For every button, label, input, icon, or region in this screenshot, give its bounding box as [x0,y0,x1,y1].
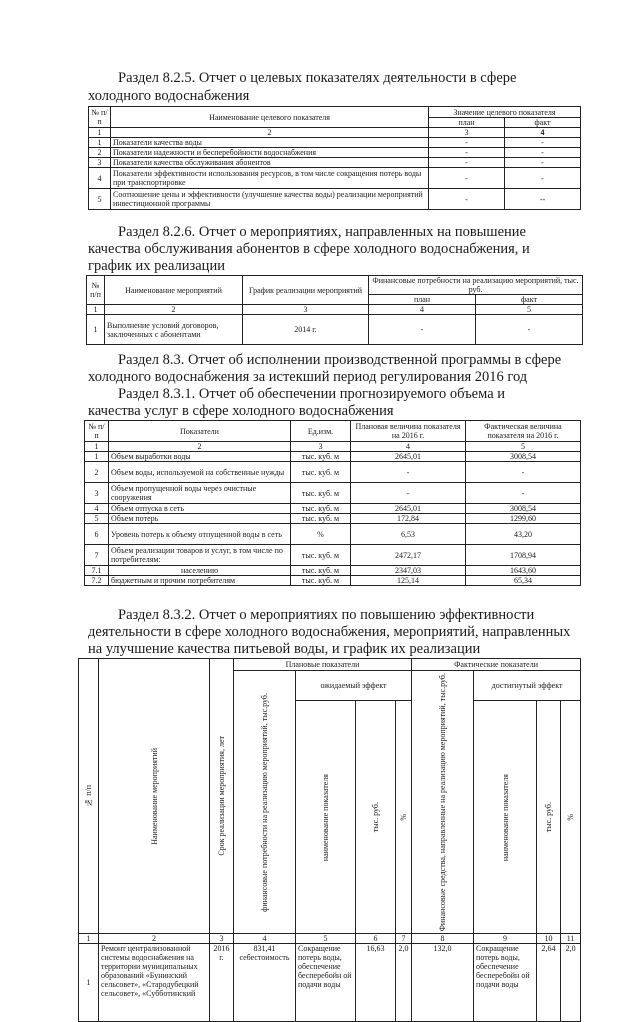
row-num: 1 [89,138,111,148]
row-plan: 2472,17 [351,545,466,566]
row-num: 7 [85,545,109,566]
col-number: 8 [412,934,474,944]
col-header-ach-pct [561,701,581,934]
col-header-rub [356,701,396,934]
row-name: бюджетным и прочим потребителям [109,576,291,586]
row-name: Объем потерь [109,514,291,524]
row-name: Объем пропущенной воды через очистные сооружения [109,483,291,504]
row-num: 4 [89,168,111,189]
col-header-plan: план [429,118,505,128]
section-8-3-heading [118,352,561,369]
row-fact: 1708,94 [466,545,581,566]
col-number: 3 [291,442,351,452]
row-plan: - [429,158,505,168]
col-header-ind-name-text: наименование показателя [321,773,330,861]
row-num: 1 [87,315,105,345]
row-fact: 3008,54 [466,452,581,462]
table-row [85,576,581,586]
row-rub: 16,63 [356,944,396,1022]
col-number: 3 [429,128,505,138]
col-header-pct-text: % [399,814,409,821]
row-unit: тыс. куб. м [291,462,351,483]
heading-line: график их реализации [88,258,225,274]
row-plan: - [351,462,466,483]
row-fact: 43,20 [466,524,581,545]
row-fin-plan: 831,41 себестоимость [234,944,296,1022]
col-number: 2 [105,305,243,315]
row-plan: - [429,168,505,189]
row-fact: 1643,60 [466,566,581,576]
col-header-num-text: № п/п [84,785,93,808]
row-fact: - [466,483,581,504]
heading-line: деятельности в сфере холодного водоснабжения, мероприятий, направленных [88,624,571,640]
target-indicators-table [88,106,581,210]
col-number: 6 [356,934,396,944]
col-header-plan: Плановая величина показателя на 2016 г. [351,421,466,442]
row-name: Выполнение условий договоров, заключенных с абонентами [105,315,243,345]
row-unit: тыс. куб. м [291,504,351,514]
row-plan: 2645,01 [351,504,466,514]
row-plan: 2645,01 [351,452,466,462]
row-unit: тыс. куб. м [291,566,351,576]
col-number: 1 [89,128,111,138]
heading-line: Раздел 8.3.2. Отчет о мероприятиях по повышению эффективности [118,607,535,623]
row-unit: тыс. куб. м [291,483,351,504]
col-header-name-text: Наименование мероприятий [149,747,159,845]
col-header-ach-pct-text: % [566,814,576,821]
row-num: 1 [79,944,99,1022]
col-header-pct [396,701,412,934]
col-header-fin-fact [412,671,474,934]
col-header-num [79,659,99,934]
col-header-ach-name-text: наименование показателя [500,773,510,861]
row-ach-rub: 2,64 [537,944,561,1022]
col-number: 5 [476,305,583,315]
row-fact: - [505,148,581,158]
table-row [79,944,581,1022]
row-fact: - [476,315,583,345]
section-8-2-6-heading [118,224,526,241]
col-number: 5 [466,442,581,452]
col-number: 4 [234,934,296,944]
row-name: Объем воды, используемой на собственные нужды [109,462,291,483]
heading-line: Раздел 8.3.1. Отчет об обеспечении прогнозируемого объема и [118,386,506,402]
row-num: 6 [85,524,109,545]
table-row [89,168,581,189]
row-fact: - [505,158,581,168]
col-header-num: № п/п [87,276,105,305]
col-header-unit: Ед.изм. [291,421,351,442]
row-name: Объем реализации товаров и услуг, в том числе по потребителям: [109,545,291,566]
section-8-3-1-heading [118,386,505,403]
col-header-planned: Плановые показатели [234,659,412,671]
table-row [85,483,581,504]
row-name: Ремонт централизованной системы водоснабжения на территории муниципальных образований «Бунинский сельсовет», «Стародубецкий сельсовет», «Субботинский [99,944,210,1022]
table-row [85,462,581,483]
col-header-ach-rub [537,701,561,934]
row-fact: - [466,462,581,483]
row-plan: - [369,315,476,345]
col-header-term-text: Срок реализации мероприятия, лет [217,736,226,857]
row-fact: - [505,168,581,189]
section-8-3-2-heading-cont [88,624,570,641]
customer-service-measures-table [86,275,583,345]
col-header-term [210,659,234,934]
row-fact: 3008,54 [466,504,581,514]
col-number: 5 [296,934,356,944]
row-plan: 2347,03 [351,566,466,576]
col-number: 9 [474,934,537,944]
row-plan: - [429,148,505,158]
row-unit: % [291,524,351,545]
col-header-ach-name [474,701,537,934]
efficiency-measures-table [78,658,581,1022]
row-fact: - [505,138,581,148]
heading-line: Раздел 8.3. Отчет об исполнении производственной программы в сфере [118,352,562,368]
col-number: 4 [505,128,581,138]
row-ach-pct: 2,0 [561,944,581,1022]
section-8-2-6-heading-cont [88,241,530,258]
heading-line: холодного водоснабжения [88,88,250,104]
col-header-expected: ожидаемый эффект [296,671,412,701]
row-name: Показатели эффективности использования ресурсов, в том числе сокращения потерь воды при транспортировке [111,168,429,189]
row-unit: тыс. куб. м [291,576,351,586]
heading-line: Раздел 8.2.6. Отчет о мероприятиях, направленных на повышение [118,224,526,240]
col-number: 2 [111,128,429,138]
col-header-num: № п/п [89,107,111,128]
row-term: 2016 г. [210,944,234,1022]
service-volume-table [84,420,581,586]
col-number: 2 [109,442,291,452]
col-header-actual: Фактические показатели [412,659,581,671]
row-name: Объем отпуска в сеть [109,504,291,514]
row-num: 3 [89,158,111,168]
row-schedule: 2014 г. [243,315,369,345]
row-num: 5 [89,189,111,210]
col-header-indicators: Показатели [109,421,291,442]
heading-line: холодного водоснабжения за истекший период регулирования 2016 год [88,369,528,385]
col-number: 10 [537,934,561,944]
table-row [87,315,583,345]
row-unit: тыс. куб. м [291,545,351,566]
row-name: Соотношение цены и эффективности (улучшение качества воды) реализации мероприятий инвестиционной программы [111,189,429,210]
row-pct: 2,0 [396,944,412,1022]
col-number: 3 [243,305,369,315]
heading-line: на улучшение качества питьевой воды, и график их реализации [88,641,481,657]
heading-line: качества обслуживания абонентов в сфере холодного водоснабжения, и [88,241,530,257]
col-header-value: Значение целевого показателя [429,107,581,118]
section-8-3-2-heading [118,607,534,624]
section-8-2-5-heading [118,70,578,87]
col-header-fin-plan [234,671,296,934]
col-number: 4 [351,442,466,452]
table-row [85,524,581,545]
row-unit: тыс. куб. м [291,514,351,524]
row-plan: - [429,189,505,210]
col-header-name: Наименование мероприятий [105,276,243,305]
row-ind-name: Сокращение потерь воды, обеспечение бесперебойн ой подачи воды [296,944,356,1022]
row-name: Показатели качества обслуживания абонентов [111,158,429,168]
table-row [85,504,581,514]
col-number: 1 [79,934,99,944]
section-8-2-6-heading-cont2 [88,258,225,275]
row-num: 2 [89,148,111,158]
col-header-fin-fact-text: Финансовые средства, направленные на реализацию мероприятий, тыс.руб. [438,673,448,932]
col-header-name: Наименование целевого показателя [111,107,429,128]
table-row [85,514,581,524]
table-row [89,189,581,210]
col-number: 11 [561,934,581,944]
row-unit: тыс. куб. м [291,452,351,462]
col-number: 3 [210,934,234,944]
table-row [85,566,581,576]
table-row [89,148,581,158]
table-row [85,545,581,566]
col-header-fact: Фактическая величина показателя на 2016 г. [466,421,581,442]
col-header-name [99,659,210,934]
row-name: Уровень потерь к объему отпущенной воды в сеть [109,524,291,545]
row-fact: -- [505,189,581,210]
table-row [85,452,581,462]
col-header-fact: факт [476,295,583,305]
col-header-ach-rub-text: тыс. руб. [544,802,554,833]
col-number: 7 [396,934,412,944]
row-fact: 1299,60 [466,514,581,524]
section-8-3-heading-cont [88,369,527,386]
col-header-ind-name [296,701,356,934]
section-8-2-5-heading-cont [88,88,249,105]
col-number: 1 [87,305,105,315]
row-num: 5 [85,514,109,524]
row-plan: 125,14 [351,576,466,586]
row-fin-fact: 132,0 [412,944,474,1022]
col-header-achieved: достигнутый эффект [474,671,581,701]
row-name: Показатели надежности и бесперебойности водоснабжения [111,148,429,158]
col-header-num: № п/п [85,421,109,442]
heading-line: качества услуг в сфере холодного водоснабжения [88,403,394,419]
col-header-plan: план [369,295,476,305]
col-header-schedule: График реализации мероприятий [243,276,369,305]
col-header-fin-plan-text: финансовые потребности на реализацию мероприятий, тыс.руб. [260,692,269,912]
row-plan: - [351,483,466,504]
row-plan: 6,53 [351,524,466,545]
row-num: 3 [85,483,109,504]
heading-line: Раздел 8.2.5. Отчет о целевых показателях деятельности в сфере [118,70,517,86]
row-fact: 65,34 [466,576,581,586]
row-name: Показатели качества воды [111,138,429,148]
row-num: 1 [85,452,109,462]
section-8-3-2-heading-cont2 [88,641,480,658]
col-header-fact: факт [505,118,581,128]
col-header-fin: Финансовые потребности на реализацию мероприятий, тыс. руб. [369,276,583,295]
row-plan: - [429,138,505,148]
row-name: Объем выработки воды [109,452,291,462]
table-row [89,138,581,148]
col-number: 4 [369,305,476,315]
row-num: 7.2 [85,576,109,586]
col-header-rub-text: тыс. руб. [371,802,380,833]
row-num: 2 [85,462,109,483]
row-name: населению [109,566,291,576]
col-number: 2 [99,934,210,944]
col-number: 1 [85,442,109,452]
row-num: 4 [85,504,109,514]
row-plan: 172,84 [351,514,466,524]
table-row [89,158,581,168]
section-8-3-1-heading-cont [88,403,394,420]
row-ach-name: Сокращение потерь воды, обеспечение бесперебойн ой подачи воды [474,944,537,1022]
row-num: 7.1 [85,566,109,576]
